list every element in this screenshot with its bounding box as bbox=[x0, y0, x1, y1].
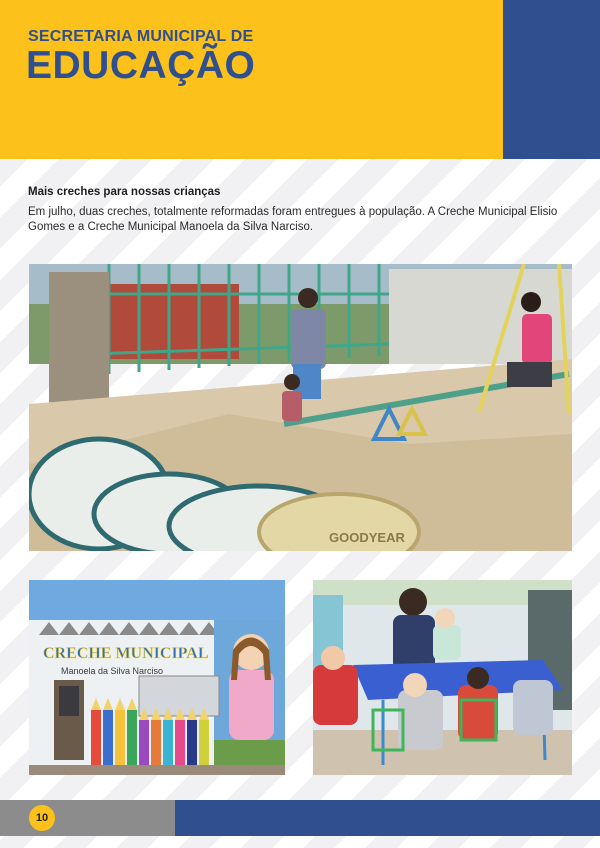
classroom-photo bbox=[313, 580, 572, 775]
tire-brand-text: GOODYEAR bbox=[329, 530, 405, 545]
article-heading: Mais creches para nossas crianças bbox=[28, 186, 221, 198]
page-number: 10 bbox=[29, 805, 55, 831]
footer-gray-bar bbox=[0, 800, 175, 836]
playground-photo bbox=[29, 264, 572, 551]
creche-facade-photo bbox=[29, 580, 285, 775]
creche-sign-subtitle: Manoela da Silva Narciso bbox=[61, 666, 164, 676]
header-subtitle: SECRETARIA MUNICIPAL DE bbox=[28, 28, 254, 45]
article-body: Em julho, duas creches, totalmente reformadas foram entregues à população. A Creche Municipal Elisio Gomes e a Creche Municipal Manoela da Silva Narciso. bbox=[28, 206, 558, 233]
header-blue-panel bbox=[503, 0, 600, 159]
creche-sign-title: CRECHE MUNICIPAL bbox=[43, 645, 209, 662]
footer-blue-bar bbox=[175, 800, 600, 836]
header-title: EDUCAÇÃO bbox=[26, 44, 256, 87]
